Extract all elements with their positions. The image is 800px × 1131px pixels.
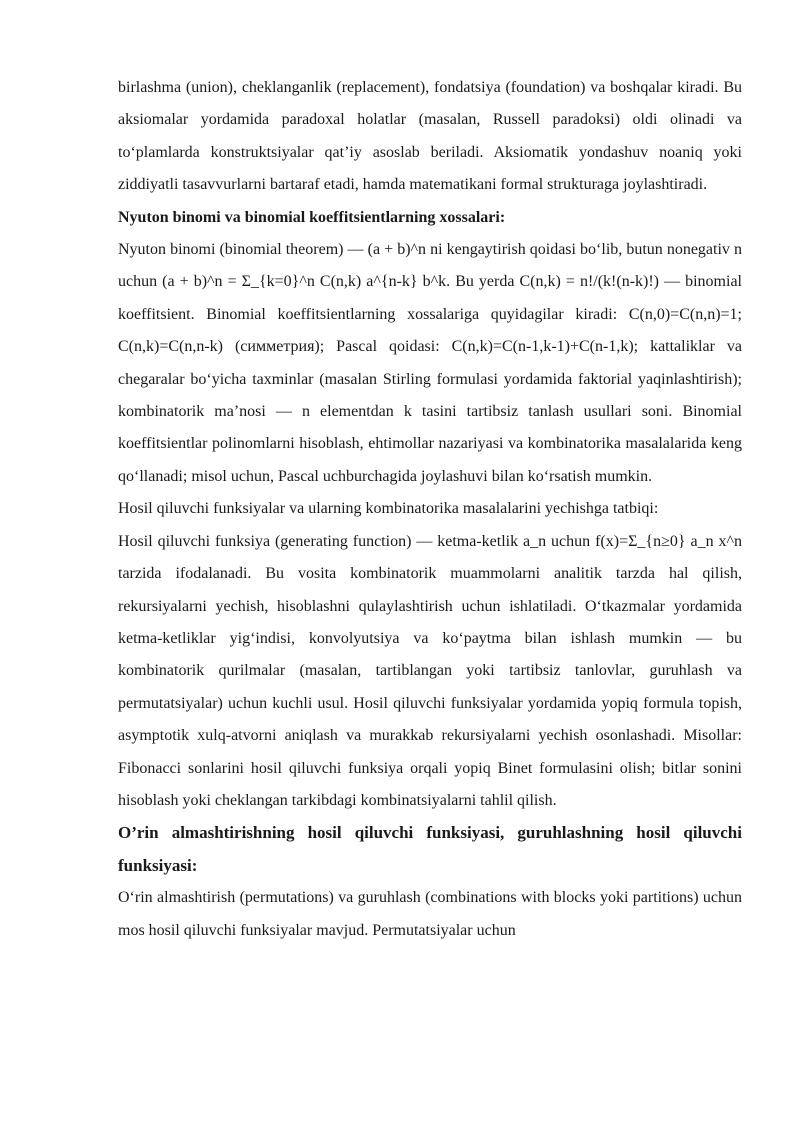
- generating-functions-paragraph: Hosil qiluvchi funksiya (generating function) — ketma-ketlik a_n uchun f(x)=Σ_{n≥0} a_n x^n tarzida ifodalanadi. Bu vosita kombinatorik muammolarni analitik tarzda hal qilish, rekursiyalarni yechish, hisoblashni qulaylashtirish uchun ishlatiladi. O‘tkazmalar yordamida ketma-ketliklar yig‘indisi, konvolyutsiya va ko‘paytma bilan ishlash mumkin — bu kombinatorik qurilmalar (masalan, tartiblangan yoki tartibsiz tanlovlar, guruhlash va permutatsiyalar) uchun kuchli usul. Hosil qiluvchi funksiyalar yordamida yopiq formula topish, asymptotik xulq-atvorni aniqlash va murakkab rekursiyalarni yechish osonlashadi. Misollar: Fibonacci sonlarini hosil qiluvchi funksiya orqali yopiq Binet formulasini olish; bitlar sonini hisoblash yoki cheklangan tarkibdagi kombinatsiyalarni tahlil qilish.: [118, 532, 742, 809]
- intro-paragraph: birlashma (union), cheklanganlik (replacement), fondatsiya (foundation) va boshqalar kiradi. Bu aksiomalar yordamida paradoxal holatlar (masalan, Russell paradoksi) oldi olinadi va to‘plamlarda konstruktsiyalar qat’iy asoslab beriladi. Aksiomatik yondashuv noaniq yoki ziddiyatli tasavvurlarni bartaraf etadi, hamda matematikani formal strukturaga joylashtiradi.: [118, 79, 742, 194]
- section-heading-permutations: O’rin almashtirishning hosil qiluvchi funksiyasi, guruhlashning hosil qiluvchi funksiyasi:: [118, 823, 742, 875]
- section-heading-generating-functions: Hosil qiluvchi funksiyalar va ularning kombinatorika masalalarini yechishga tatbiqi:: [118, 500, 659, 518]
- binomial-paragraph: Nyuton binomi (binomial theorem) — (a + b)^n ni kengaytirish qoidasi bo‘lib, butun nonegativ n uchun (a + b)^n = Σ_{k=0}^n C(n,k) a^{n-k} b^k. Bu yerda C(n,k) = n!/(k!(n-k)!) — binomial koeffitsient. Binomial koeffitsientlarning xossalariga quyidagilar kiradi: C(n,0)=C(n,n)=1; C(n,k)=C(n,n-k) (симметрия); Pascal qoidasi: C(n,k)=C(n-1,k-1)+C(n-1,k); kattaliklar va chegaralar bo‘yicha taxminlar (masalan Stirling formulasi yordamida faktorial yaqinlashtirish); kombinatorik ma’nosi — n elementdan k tasini tartibsiz tanlash usullari soni. Binomial koeffitsientlar polinomlarni hisoblash, ehtimollar nazariyasi va kombinatorika masalalarida keng qo‘llanadi; misol uchun, Pascal uchburchagida joylashuvi bilan ko‘rsatish mumkin.: [118, 241, 742, 485]
- section-heading-binomial: Nyuton binomi va binomial koeffitsientlarning xossalari:: [118, 208, 506, 226]
- permutations-paragraph: O‘rin almashtirish (permutations) va guruhlash (combinations with blocks yoki partitions) uchun mos hosil qiluvchi funksiyalar mavjud. Permutatsiyalar uchun: [118, 889, 742, 939]
- document-page: [118, 72, 742, 947]
